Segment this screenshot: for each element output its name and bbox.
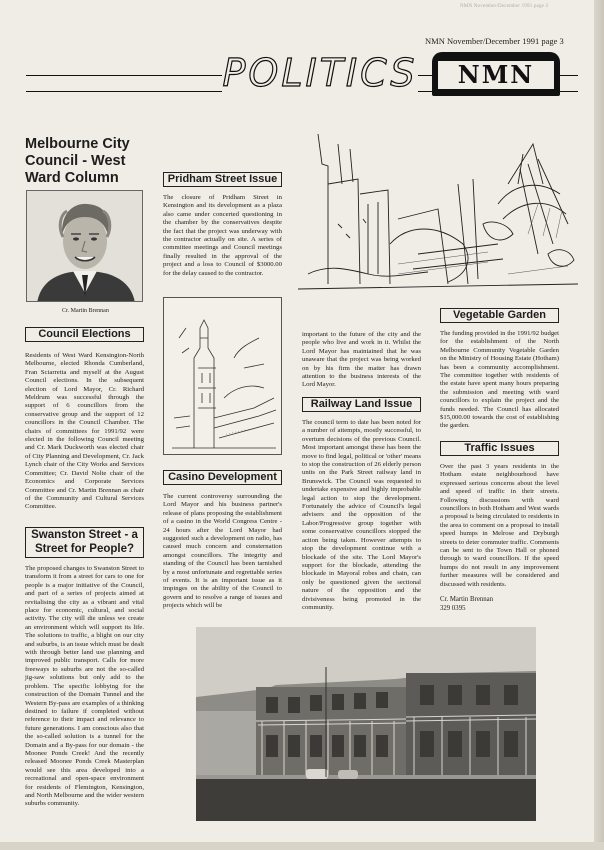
masthead [26,52,578,98]
column-heading-block [25,136,143,187]
railway-land-heading: Railway Land Issue [302,397,421,412]
nmn-logo [432,52,560,96]
signature-phone: 329 0395 [440,605,466,612]
swanston-street-text: The proposed changes to Swanston Street to transform it from a street for cars to one for people is a major initiative of the Council, and part of a series of projects aimed at revitalising the city as a vibrant and vital place for economic, cultural, and social activity. The city will die unless we create an environment which will support its life. The solutions to traffic, a blight on our city and suburbs, is an issue which must be dealt with through better land use planning and improved public transport. Calls for more freeways to suburbs are not the so-called jig-saw solutions but only add to the problem. The specific lobbying for the construction of the Domain Tunnel and the Western By-pass are examples of a thinking destined to failure if completed without reference to their impact and relevance to future generations. I am conscious also that the so-called solution is a tunnel for the Domain and a By-pass for our domain - the Moonee Ponds Creek! And the recently released Moonee Ponds Creek Masterplan would see this area developed into a recreational and open-space environment for residents of Flemington, Kensington, and North Melbourne and the wider western suburbs community. [25,565,144,808]
council-elections-text: Residents of West Ward Kensington-North Melbourne, elected Rhonda Cumberland, Fran Sciarretta and myself at the August Council elections. In the subsequent election of Lord Mayor, Cr. Richard Meldrum was successful through the support of 6 councillors from the conservative group and the support of 12 councillors in the Council Chamber. The chairs of committees for 1991/92 were elected in the following Council meeting and Cr. Mark Duckworth was elected chair of City Planning and Development, Cr. Jack Lynch chair of the City Works and Services Committee; Cr. David Nolte chair of the Economics and Corporate Services Committee and Cr. Martin Brennan as chair of the Community and Cultural Services Committee. [25,352,144,511]
vegetable-garden-text: The funding provided in the 1991/92 budget for the establishment of the North Melbourne Community Vegetable Garden on the Ministry of Housing Estate (Hotham) has been a community accomplishment. The committee together with residents of the estate have spent many hours preparing the submission and meeting with ward councillors to explain the project and the funds needed. The Council has allocated $15,000.00 towards the cost of establishing the garden. [440,330,559,430]
page-edge-shadow [594,0,604,850]
town-hall-sketch-drawing [164,298,281,454]
issue-line: NMN November/December 1991 page 3 [425,36,564,46]
faint-top-strip: NMN November/December 1991 page 3 [460,4,549,9]
portrait-photo-drawing [27,191,143,302]
nmn-logo-text: NMN [438,61,554,89]
street-sketch [298,124,578,304]
town-hall-sketch [163,297,282,455]
portrait-photo [26,190,143,302]
street-sketch-drawing [298,124,578,304]
terrace-buildings-photo [196,627,536,821]
swanston-street-heading: Swanston Street - a Street for People? [25,527,144,558]
traffic-issues-heading: Traffic Issues [440,441,559,456]
column-heading: Melbourne City Council - West Ward Column [25,136,130,186]
svg-text:· · · · · · · ·: · · · · · · · · [225,427,250,438]
traffic-issues-text: Over the past 3 years residents in the Hotham estate neighbourhood have expressed serious concerns about the level and speed of traffic in their streets. Following discussions with ward councillors in both Hotham and West wards a proposal is being circulated to residents in the area to comment on a proposal to install speed humps in Melrose and Dryburgh streets to deter commuter traffic. Comments can be sent to the Town Hall or phoned through to ward councillors. If the speed humps do not result in any improvement further measures will be considered and discussed with residents. [440,463,559,588]
railway-land-text: The council term to date has been noted for a number of attempts, mostly successful, to overturn decisions of the previous Council. Most important amongst these has been the move to find legal, political or 'other' means to stop the construction of 26 elderly person units on the Park Street railway land in Brunswick. The Council was requested to undertake expensive and highly improbable legal action to stop the development. Fortunately the advice of Council's legal advisers and the opposition of the Labor/Progressive group together with some conservative councillors stopped the action being taken. However attempts to stop the development continue with a blockade of the site. The Lord Mayor's support for the blockade, attending the blockade in Mayoral robes and chain, can only be questioned given the sectional nature of the opposition and the divisiveness being promoted in the community. [302,419,421,611]
pridham-street-text: The closure of Pridham Street in Kensington and its development as a plaza also came under concerted questioning in the chamber by the conservatives despite the fact that the project was underway with the contractor actually on site. A series of committee meetings and Council meetings finally resulted in the approval of the project and a loss to Council of $3000.00 for the delay caused to the contractor. [163,194,282,277]
pridham-street-heading: Pridham Street Issue [163,172,282,187]
signature-name: Cr. Martin Brennan [440,596,494,603]
photo-caption: Cr. Martin Brennan [62,308,109,314]
terrace-buildings-photo-drawing [196,627,536,821]
page-bottom-edge [0,842,604,850]
casino-development-heading: Casino Development [163,470,282,485]
casino-continued-text: important to the future of the city and the people who live and work in it. Whilst the Lord Mayor has maintained that he was unaware that the project was being worked on by his firm the matter has drawn attention to the business interests of the Lord Mayor. [302,331,421,389]
vegetable-garden-heading: Vegetable Garden [440,308,559,323]
section-title: POLITICS [222,51,418,95]
council-elections-heading: Council Elections [25,327,144,342]
casino-development-text: The current controversy surrounding the Lord Mayor and his business partner's release of plans proposing the establishment of a casino in the World Congress Centre - 24 hours after the Lord Mayor had suggested such a development on radio, has caused much concern and consternation amongst councillors. The integrity and standing of the Council has been tarnished by a most unfortunate and regrettable series of events. It is an important issue as it impinges on the ability of the Council to govern and to resolve a range of issues and projects which will be [163,493,282,610]
